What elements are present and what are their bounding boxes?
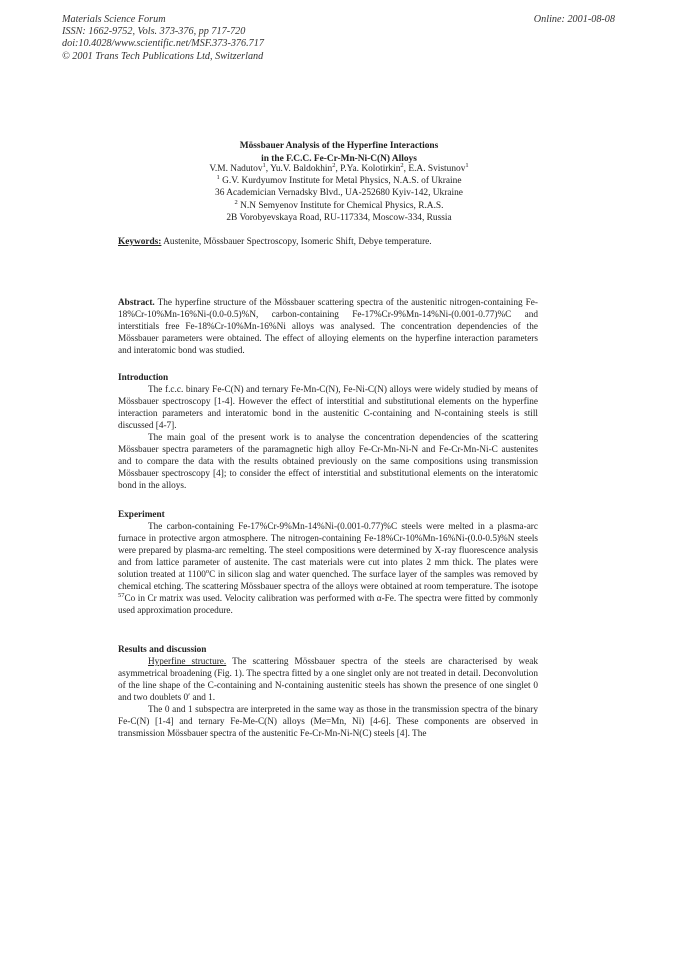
experiment-text: C in silicon slag and water quenched. The surface layer of the samples was removed by chemical etching. The scattering Mössbauer spectra of the alloys were obtained at room temperature. The isotope [118, 569, 538, 592]
results-paragraph-2: The 0 and 1 subspectra are interpreted in the same way as those in the transmission spectra of the binary Fe-C(N) [1-4] and ternary Fe-Me-C(N) alloys (Me=Mn, Ni) [4-6]. These components are observed in transmission Mössbauer spectra of the austenitic Fe-Cr-Mn-Ni-N(C) steels [4]. The [118, 704, 538, 739]
author-name: , P.Ya. Kolotirkin [335, 164, 401, 174]
affiliation-mark: 2 [400, 162, 404, 169]
abstract-text: The hyperfine structure of the Mössbauer scattering spectra of the austenitic nitrogen-containing Fe-18%Cr-10%Mn-16%Ni-(0.0-0.5)%N, carbon-containing Fe-17%Cr-9%Mn-14%Ni-(0.001-0.77)%C and interstitials free Fe-18%Cr-10%Mn-16%Ni alloys was analysed. The concentration dependencies of the Mössbauer parameters were obtained. The effect of alloying elements on the hyperfine interaction parameters and interatomic bond was studied. [118, 298, 538, 356]
affiliation-1 [0, 175, 678, 187]
online-date: Online: 2001-08-08 [533, 14, 615, 25]
issn-line: ISSN: 1662-9752, Vols. 373-376, pp 717-720 [62, 26, 246, 38]
paper-title [0, 140, 678, 165]
results-text: The scattering Mössbauer spectra of the steels are characterised by weak asymmetrical broadening (Fig. 1). The spectra fitted by a one singlet only are not treated in detail. Deconvolution of the line shape of the C-containing and N-containing austenitic steels has shown the presence of one singlet 0 and two doublets 0′ and 1. [118, 656, 538, 703]
affiliation-mark: 1 [465, 162, 469, 169]
affiliation-2-address: 2B Vorobyevskaya Road, RU-117334, Moscow-334, Russia [226, 212, 452, 223]
affiliation-1-address: 36 Academician Vernadsky Blvd., UA-252680 Kyiv-142, Ukraine [215, 188, 463, 199]
experiment-section [118, 510, 538, 618]
journal-header [62, 14, 264, 63]
author-name: V.M. Nadutov [209, 164, 263, 174]
copyright-line: © 2001 Trans Tech Publications Ltd, Switzerland [62, 50, 264, 62]
doi-line[interactable]: doi:10.4028/www.scientific.net/MSF.373-376.717 [62, 38, 264, 50]
author-name: , Yu.V. Baldokhin [265, 164, 333, 174]
results-section [118, 645, 538, 741]
degree-mark: o [205, 567, 210, 575]
author-list [0, 163, 678, 175]
affiliation-mark: 1 [216, 174, 220, 182]
affiliation-mark: 2 [332, 162, 336, 169]
authors-block [0, 163, 678, 224]
affiliation-name: G.V. Kurdyumov Institute for Metal Physics, N.A.S. of Ukraine [219, 176, 462, 187]
keywords-text: Austenite, Mössbauer Spectroscopy, Isomeric Shift, Debye temperature. [161, 237, 432, 247]
title-line-1: Mössbauer Analysis of the Hyperfine Interactions [239, 141, 439, 151]
keywords [118, 237, 432, 247]
introduction-paragraph-1: The f.c.c. binary Fe-C(N) and ternary Fe-Mn-C(N), Fe-Ni-C(N) alloys were widely studied by means of Mössbauer spectroscopy [1-4]. However the effect of interstitial and substitutional elements on the hyperfine interaction parameters and interatomic bond in the austenitic C-containing and N-containing steels is still discussed [4-7]. [118, 384, 538, 431]
abstract [118, 298, 538, 358]
affiliation-name: N.N Semyenov Institute for Chemical Physics, R.A.S. [237, 200, 444, 211]
introduction-heading: Introduction [118, 373, 169, 383]
results-paragraph-1 [118, 657, 538, 705]
isotope-mass: 57 [118, 591, 125, 599]
affiliation-mark: 1 [262, 162, 266, 169]
introduction-paragraph-2: The main goal of the present work is to analyse the concentration dependencies of the scattering Mössbauer spectra parameters of the paramagnetic high alloy Fe-Cr-Mn-Ni-N and Fe-Cr-Mn-Ni-C austenites and to compare the data with the results obtained previously on the same compositions using transmission Mössbauer spectroscopy [4]; to consider the effect of interstitial and substitutional elements on the interatomic bond in the alloys. [118, 432, 538, 491]
affiliation-2 [0, 200, 678, 212]
experiment-text: The carbon-containing Fe-17%Cr-9%Mn-14%Ni-(0.001-0.77)%C steels were melted in a plasma-arc furnace in protective argon atmosphere. The nitrogen-containing Fe-18%Cr-10%Mn-16%Ni-(0.0-0.5)%N steels were prepared by plasma-arc remelting. The steel compositions were determined by X-ray fluorescence analysis and from lattice parameter of austenite. The cast materials were cut into plates 2 mm thick. The plates were solution treated at 1100 [118, 521, 538, 580]
experiment-paragraph [118, 522, 538, 618]
experiment-heading: Experiment [118, 510, 165, 520]
journal-name: Materials Science Forum [62, 14, 166, 25]
experiment-text: Co in Cr matrix was used. Velocity calibration was performed with α-Fe. The spectra were fitted by commonly used approximation procedure. [118, 593, 538, 616]
keywords-label: Keywords: [118, 237, 162, 247]
abstract-label: Abstract. [118, 298, 155, 308]
introduction-section [118, 373, 538, 493]
affiliation-mark: 2 [234, 198, 238, 206]
title-line-2: in the F.C.C. Fe-Cr-Mn-Ni-C(N) Alloys [261, 153, 417, 164]
author-name: , E.A. Svistunov [403, 164, 466, 174]
hyperfine-subheading: Hyperfine structure. [148, 656, 227, 667]
results-heading: Results and discussion [118, 645, 207, 655]
